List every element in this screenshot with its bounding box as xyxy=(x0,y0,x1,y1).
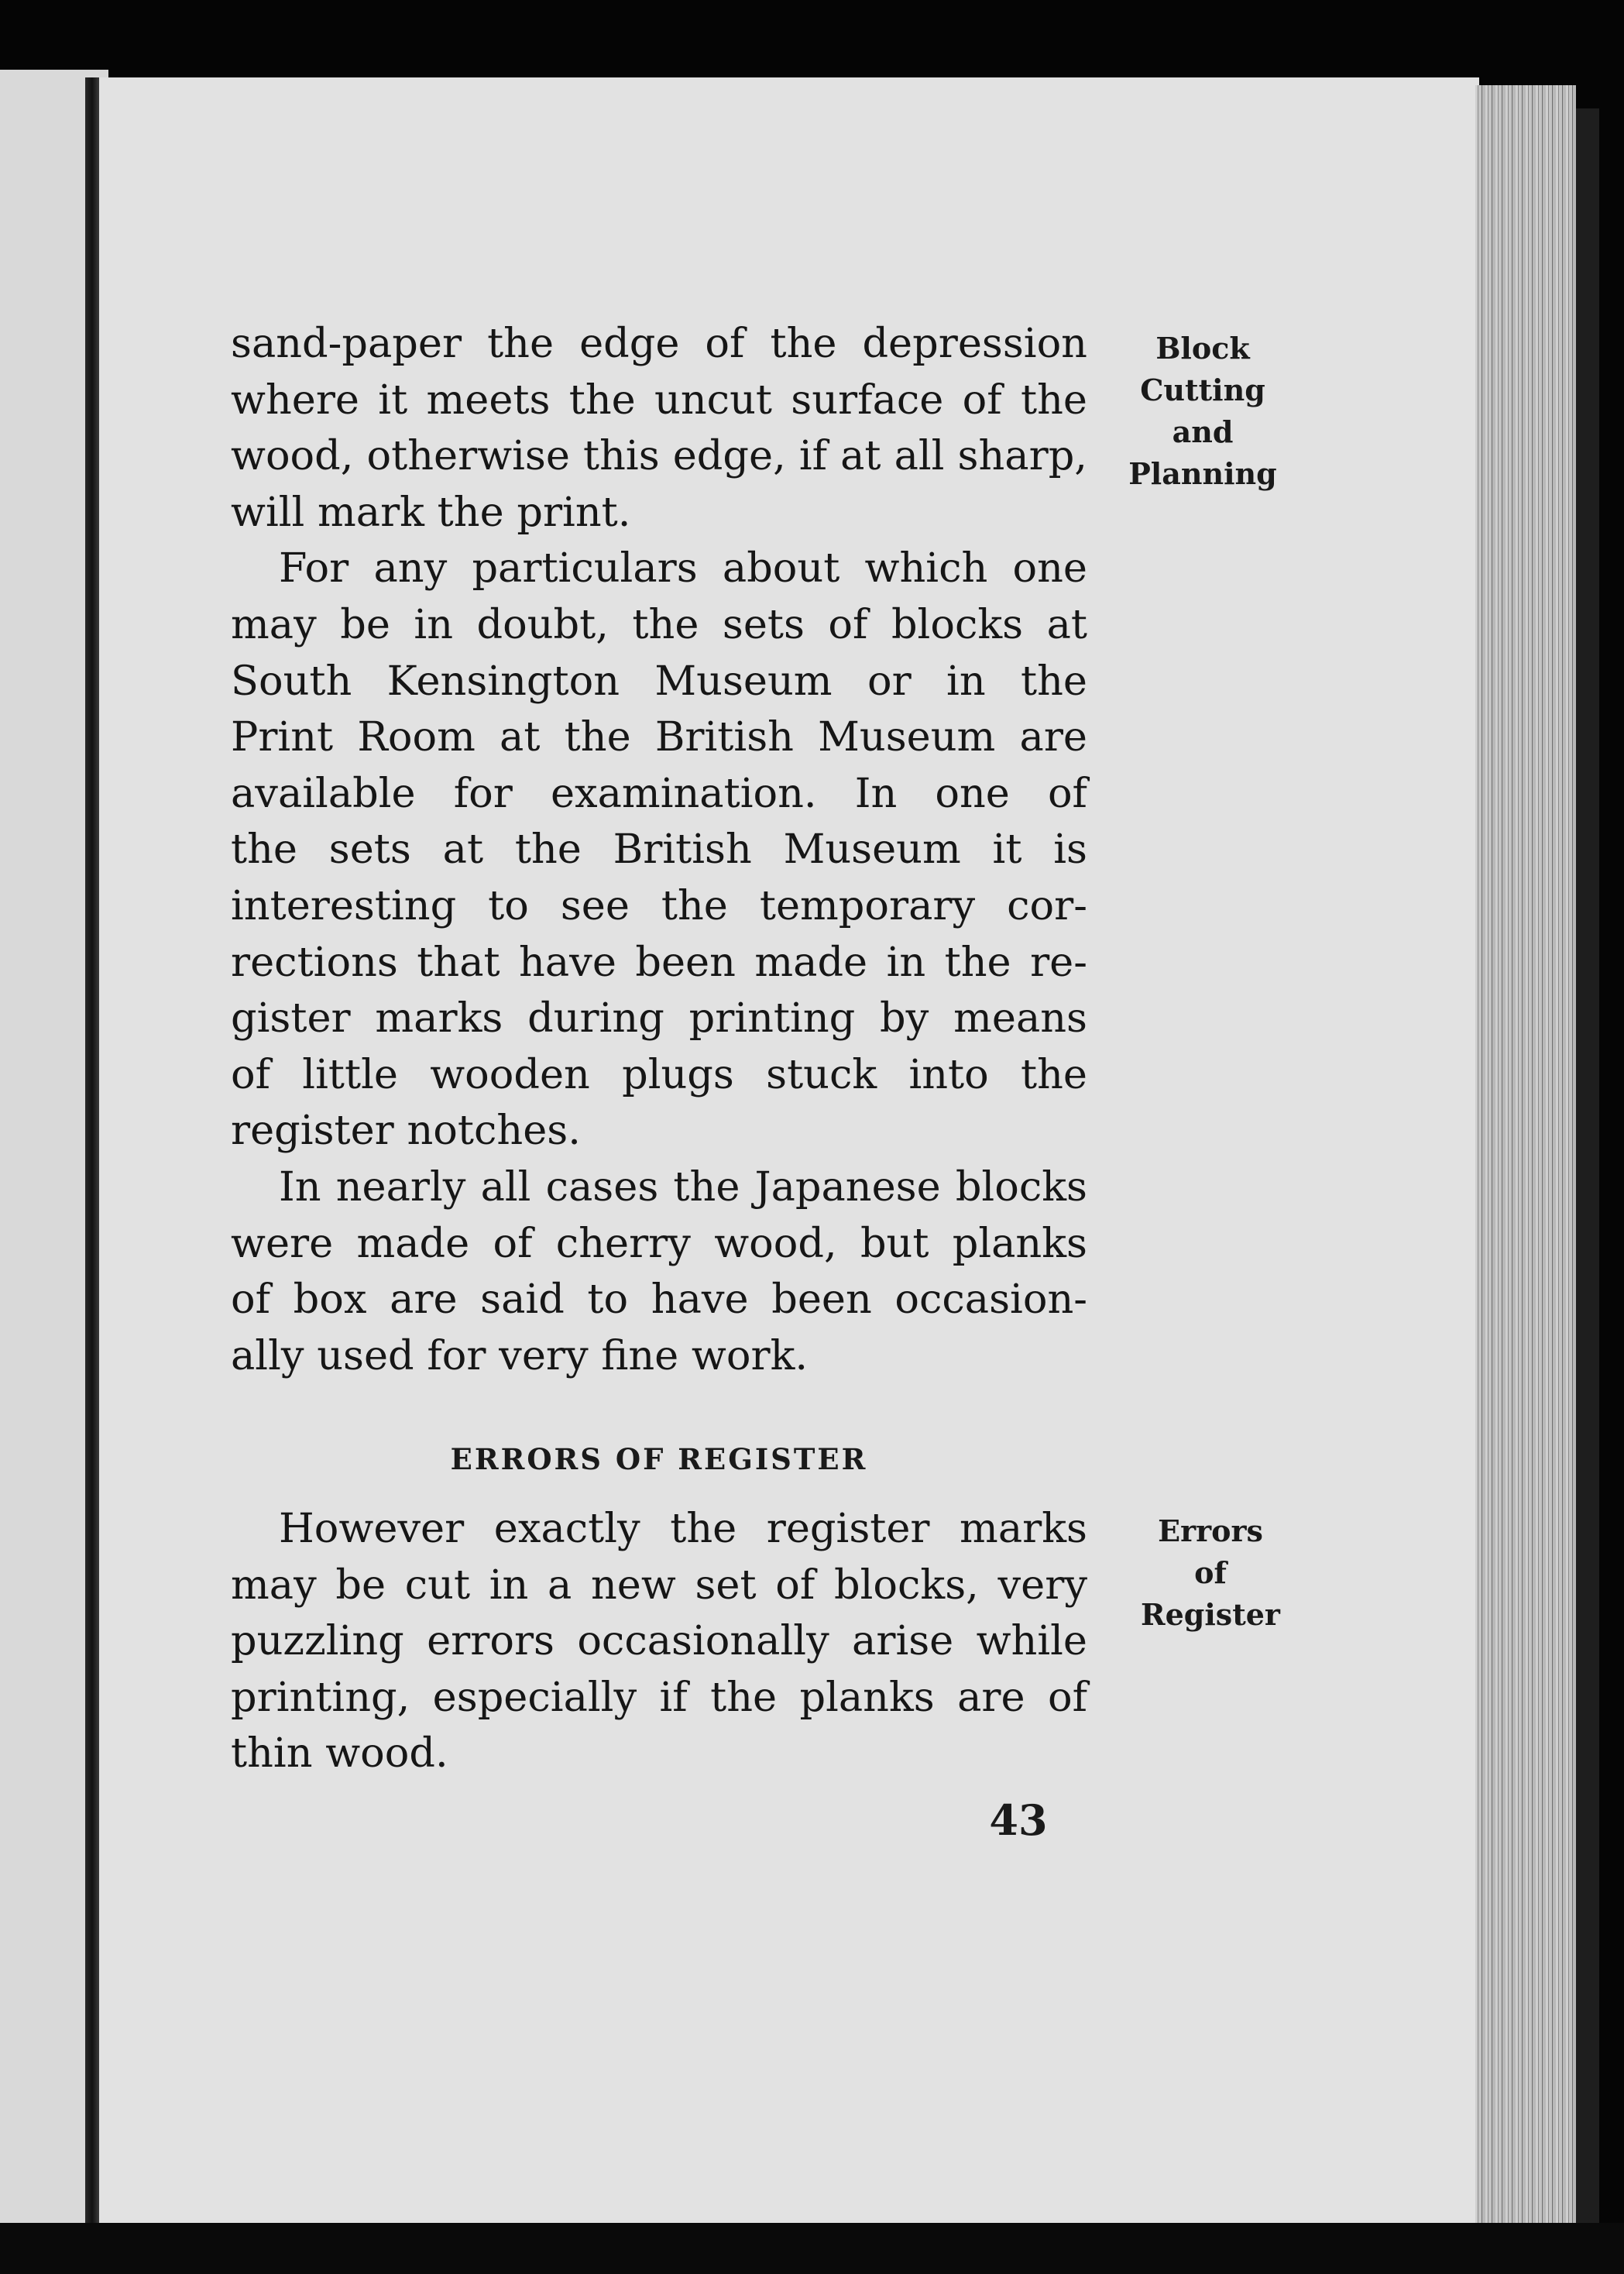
text-line: For any particulars about which one xyxy=(279,544,1087,593)
margin-note-line: Errors xyxy=(1158,1513,1263,1548)
margin-note-line: of xyxy=(1194,1555,1227,1590)
text-line: interesting to see the temporary cor- xyxy=(231,881,1087,929)
book-gutter xyxy=(85,77,99,2231)
text-line: puzzling errors occasionally arise while xyxy=(231,1617,1087,1665)
main-text-block xyxy=(231,316,1087,1384)
section-text-block xyxy=(231,1501,1087,1782)
text-line: of little wooden plugs stuck into the xyxy=(231,1050,1087,1098)
section-heading: ERRORS OF REGISTER xyxy=(450,1442,868,1476)
scan-bottom-border xyxy=(0,2223,1624,2274)
text-line: wood, otherwise this edge, if at all sharp, xyxy=(231,432,1087,480)
text-line: sand-paper the edge of the depression xyxy=(231,320,1087,367)
page-block-edges xyxy=(1475,85,1576,2254)
margin-note-line: Block xyxy=(1155,331,1250,366)
page-number: 43 xyxy=(989,1795,1048,1845)
text-line: will mark the print. xyxy=(231,488,631,536)
text-line: rections that have been made in the re- xyxy=(231,938,1087,986)
margin-note-line: and xyxy=(1172,414,1234,449)
text-line: thin wood. xyxy=(231,1730,448,1778)
margin-note-line: Register xyxy=(1141,1597,1280,1632)
text-line: may be cut in a new set of blocks, very xyxy=(231,1561,1087,1609)
text-line: Print Room at the British Museum are xyxy=(231,713,1087,761)
margin-note-line: Cutting xyxy=(1140,373,1265,407)
text-line: where it meets the uncut surface of the xyxy=(231,376,1087,424)
margin-note-block-cutting xyxy=(1118,328,1288,495)
text-line: available for examination. In one of xyxy=(231,769,1087,817)
margin-note-errors-of-register xyxy=(1125,1510,1296,1636)
text-line: printing, especially if the planks are of xyxy=(231,1673,1087,1721)
text-line: were made of cherry wood, but planks xyxy=(231,1219,1087,1267)
text-line: of box are said to have been occasion- xyxy=(231,1276,1087,1324)
text-line: ally used for very fine work. xyxy=(231,1331,809,1379)
text-line: South Kensington Museum or in the xyxy=(231,657,1087,705)
text-line: However exactly the register marks xyxy=(279,1505,1087,1552)
text-line: the sets at the British Museum it is xyxy=(231,826,1087,874)
text-line: gister marks during printing by means xyxy=(231,994,1087,1043)
text-line: may be in doubt, the sets of blocks at xyxy=(231,600,1087,648)
margin-note-line: Planning xyxy=(1128,456,1277,491)
text-line: In nearly all cases the Japanese blocks xyxy=(279,1163,1087,1211)
text-line: register notches. xyxy=(231,1107,581,1155)
book-cover-edge xyxy=(1576,108,1599,2246)
